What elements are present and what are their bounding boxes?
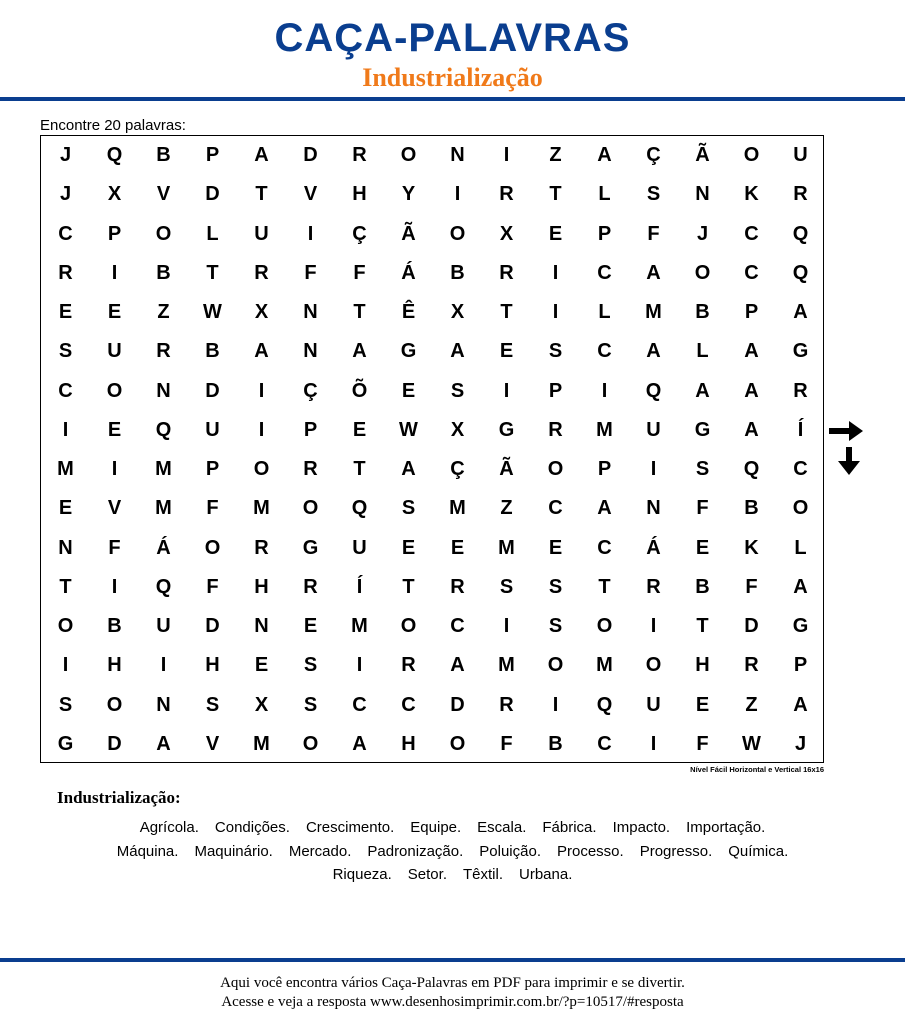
grid-cell: I xyxy=(503,144,510,167)
grid-cell: O xyxy=(694,261,711,284)
grid-cell: S xyxy=(548,575,563,598)
footer xyxy=(0,974,905,1012)
grid-cell: S xyxy=(401,497,416,520)
grid-cell: Q xyxy=(155,418,172,441)
grid-cell: Ç xyxy=(303,379,318,402)
grid-cell: A xyxy=(646,340,661,363)
grid-cell: P xyxy=(107,222,122,245)
grid-cell: O xyxy=(155,222,172,245)
grid-cell: Z xyxy=(500,497,513,520)
grid-cell: V xyxy=(107,497,122,520)
grid-cell: F xyxy=(647,222,660,245)
grid-cell: H xyxy=(352,183,367,206)
grid-cell: O xyxy=(400,615,417,638)
word-list-item: Escala. xyxy=(477,819,527,836)
word-list-item: Riqueza. xyxy=(332,866,392,883)
arrow-right-icon xyxy=(829,421,863,441)
grid-cell: S xyxy=(205,693,220,716)
grid-cell: K xyxy=(744,183,759,206)
grid-cell: I xyxy=(111,261,118,284)
grid-cell: T xyxy=(500,301,513,324)
grid-cell: U xyxy=(646,693,661,716)
grid-cell: A xyxy=(450,654,465,677)
grid-cell: A xyxy=(254,144,269,167)
grid-cell: I xyxy=(552,693,559,716)
grid-cell: H xyxy=(401,732,416,755)
grid-cell: O xyxy=(302,732,319,755)
word-list-item: Condições. xyxy=(214,819,290,836)
grid-cell: D xyxy=(744,615,759,638)
grid-cell: I xyxy=(62,654,69,677)
grid-cell: C xyxy=(744,222,759,245)
word-list-line xyxy=(0,863,905,887)
grid-cell: B xyxy=(695,301,710,324)
grid-cell: O xyxy=(449,222,466,245)
grid-cell: Z xyxy=(157,301,170,324)
grid-cell: B xyxy=(450,261,465,284)
grid-cell: C xyxy=(548,497,563,520)
grid-cell: O xyxy=(743,144,760,167)
grid-cell: W xyxy=(742,732,761,755)
grid-cell: D xyxy=(450,693,465,716)
grid-cell: N xyxy=(695,183,710,206)
word-list-title: Industrialização: xyxy=(57,788,181,807)
grid-cell: G xyxy=(498,418,515,441)
grid-cell: E xyxy=(695,693,710,716)
word-list-item: Processo. xyxy=(557,842,624,860)
grid-cell: Í xyxy=(356,575,363,598)
word-list xyxy=(0,816,905,887)
grid-cell: R xyxy=(254,261,269,284)
grid-cell: S xyxy=(548,340,563,363)
grid-cell: S xyxy=(58,340,73,363)
grid-cell: O xyxy=(302,497,319,520)
grid-cell: S xyxy=(303,654,318,677)
word-list-item: Química. xyxy=(728,842,789,860)
grid-cell: X xyxy=(254,301,269,324)
grid-cell: X xyxy=(254,693,269,716)
grid-cell: T xyxy=(59,575,72,598)
grid-cell: O xyxy=(547,458,564,481)
grid-cell: H xyxy=(695,654,710,677)
grid-cell: E xyxy=(499,340,514,363)
grid-cell: Q xyxy=(106,144,123,167)
grid-cell: E xyxy=(58,301,73,324)
grid-cell: N xyxy=(303,340,318,363)
grid-cell: L xyxy=(794,536,807,559)
grid-cell: Q xyxy=(596,693,613,716)
grid-cell: O xyxy=(253,458,270,481)
grid-cell: A xyxy=(793,693,808,716)
grid-cell: I xyxy=(601,379,608,402)
word-list-item: Mercado. xyxy=(288,842,352,860)
grid-cell: E xyxy=(58,497,73,520)
grid-cell: O xyxy=(106,379,123,402)
grid-cell: M xyxy=(155,458,172,481)
grid-cell: R xyxy=(156,340,171,363)
grid-cell: R xyxy=(352,144,367,167)
grid-cell: G xyxy=(302,536,319,559)
grid-cell: A xyxy=(401,458,416,481)
grid-cell: A xyxy=(597,497,612,520)
grid-cell: D xyxy=(303,144,318,167)
grid-cell: B xyxy=(695,575,710,598)
footer-line-1: Aqui você encontra vários Caça-Palavras em PDF para imprimir e se divertir. xyxy=(220,975,685,991)
grid-cell: H xyxy=(254,575,269,598)
page-title: CAÇA-PALAVRAS xyxy=(274,16,631,60)
grid-cell: W xyxy=(399,418,418,441)
grid-cell: Z xyxy=(549,144,562,167)
grid-cell: I xyxy=(650,458,657,481)
grid-cell: S xyxy=(499,575,514,598)
grid-cell: F xyxy=(206,497,219,520)
grid-cell: E xyxy=(401,379,416,402)
grid-cell: S xyxy=(695,458,710,481)
grid-cell: P xyxy=(793,654,808,677)
grid-cell: E xyxy=(548,536,563,559)
grid-cell: Z xyxy=(745,693,758,716)
grid-cell: D xyxy=(107,732,122,755)
grid-cell: M xyxy=(596,418,613,441)
grid-cell: M xyxy=(253,497,270,520)
grid-cell: C xyxy=(597,340,612,363)
grid-cell: N xyxy=(450,144,465,167)
grid-cell: T xyxy=(598,575,611,598)
grid-cell: R xyxy=(499,693,514,716)
page-subtitle: Industrialização xyxy=(362,63,543,92)
grid-cell: W xyxy=(203,301,222,324)
grid-cell: E xyxy=(695,536,710,559)
grid-cell: Q xyxy=(645,379,662,402)
grid-cell: S xyxy=(303,693,318,716)
grid-cell: U xyxy=(646,418,661,441)
grid-cell: N xyxy=(156,379,171,402)
grid-cell: J xyxy=(59,183,72,206)
word-list-item: Urbana. xyxy=(519,866,573,883)
word-list-line xyxy=(0,840,905,864)
grid-cell: J xyxy=(794,732,807,755)
grid-cell: T xyxy=(353,458,366,481)
grid-cell: M xyxy=(449,497,466,520)
grid-cell: I xyxy=(503,379,510,402)
grid-cell: F xyxy=(696,497,709,520)
word-list-line xyxy=(0,816,905,840)
grid-cell: X xyxy=(499,222,514,245)
grid-cell: P xyxy=(597,458,612,481)
grid-cell: A xyxy=(695,379,710,402)
grid-cell: E xyxy=(352,418,367,441)
grid-cell: E xyxy=(254,654,269,677)
grid-cell: I xyxy=(307,222,314,245)
grid-cell: B xyxy=(156,261,171,284)
word-list-item: Progresso. xyxy=(639,842,713,860)
grid-cell: Á xyxy=(646,536,661,559)
grid-cell: O xyxy=(596,615,613,638)
grid-cell: Á xyxy=(401,261,416,284)
grid-cell: N xyxy=(156,693,171,716)
grid-cell: S xyxy=(548,615,563,638)
grid-cell: I xyxy=(160,654,167,677)
grid-cell: A xyxy=(744,379,759,402)
grid-cell: T xyxy=(402,575,415,598)
grid-cell: C xyxy=(597,732,612,755)
grid-cell: V xyxy=(156,183,171,206)
grid-cell: R xyxy=(793,379,808,402)
grid-cell: Q xyxy=(792,222,809,245)
grid-cell: I xyxy=(454,183,461,206)
word-list-item: Equipe. xyxy=(410,819,462,836)
grid-cell: I xyxy=(111,575,118,598)
grid-cell: R xyxy=(548,418,563,441)
grid-cell: I xyxy=(356,654,363,677)
grid-cell: Ã xyxy=(499,458,514,481)
grid-cell: O xyxy=(645,654,662,677)
grid-cell: S xyxy=(450,379,465,402)
grid-cell: R xyxy=(303,575,318,598)
grid-cell: V xyxy=(303,183,318,206)
grid-cell: D xyxy=(205,379,220,402)
word-list-item: Maquinário. xyxy=(194,842,273,860)
word-list-item: Padronização. xyxy=(367,842,464,860)
grid-cell: B xyxy=(156,144,171,167)
grid-cell: Á xyxy=(156,536,171,559)
grid-cell: O xyxy=(792,497,809,520)
grid-cell: I xyxy=(111,458,118,481)
grid-cell: E xyxy=(303,615,318,638)
grid-cell: E xyxy=(548,222,563,245)
grid-cell: L xyxy=(696,340,709,363)
grid-cell: Q xyxy=(155,575,172,598)
grid-cell: G xyxy=(400,340,417,363)
grid-cell: C xyxy=(401,693,416,716)
grid-cell: Ê xyxy=(401,301,416,324)
grid-cell: I xyxy=(503,615,510,638)
grid-cell: U xyxy=(254,222,269,245)
footer-line-2: Acesse e veja a resposta www.desenhosimprimir.com.br/?p=10517/#resposta xyxy=(221,994,684,1010)
grid-cell: F xyxy=(206,575,219,598)
grid-cell: N xyxy=(646,497,661,520)
grid-cell: R xyxy=(303,458,318,481)
grid-cell: I xyxy=(552,301,559,324)
grid-cell: D xyxy=(205,615,220,638)
word-list-item: Fábrica. xyxy=(542,819,597,836)
grid-cell: V xyxy=(205,732,220,755)
grid-cell: A xyxy=(254,340,269,363)
grid-cell: A xyxy=(793,575,808,598)
level-note: Nível Fácil Horizontal e Vertical 16x16 xyxy=(690,765,824,774)
grid-cell: R xyxy=(646,575,661,598)
grid-cell: U xyxy=(352,536,367,559)
grid-cell: C xyxy=(597,261,612,284)
grid-cell: Ç xyxy=(450,458,465,481)
grid-cell: C xyxy=(450,615,465,638)
instructions-text: Encontre 20 palavras: xyxy=(40,117,186,134)
grid-cell: X xyxy=(450,301,465,324)
word-list-item: Poluição. xyxy=(479,842,541,860)
word-list-item: Crescimento. xyxy=(305,819,395,836)
grid-cell: R xyxy=(254,536,269,559)
grid-cell: T xyxy=(549,183,562,206)
grid-cell: P xyxy=(548,379,563,402)
grid-cell: H xyxy=(205,654,220,677)
grid-cell: G xyxy=(694,418,711,441)
grid-cell: O xyxy=(400,144,417,167)
grid-cell: I xyxy=(62,418,69,441)
grid-cell: X xyxy=(107,183,122,206)
grid-cell: R xyxy=(499,261,514,284)
grid-cell: L xyxy=(598,301,611,324)
grid-cell: P xyxy=(597,222,612,245)
grid-cell: Y xyxy=(401,183,416,206)
grid-cell: I xyxy=(258,379,265,402)
grid-cell: U xyxy=(156,615,171,638)
grid-cell: P xyxy=(303,418,318,441)
grid-cell: U xyxy=(107,340,122,363)
grid-cell: C xyxy=(58,222,73,245)
grid-cell: T xyxy=(206,261,219,284)
grid-cell: O xyxy=(204,536,221,559)
grid-cell: R xyxy=(58,261,73,284)
grid-cell: C xyxy=(58,379,73,402)
grid-cell: Q xyxy=(743,458,760,481)
grid-cell: O xyxy=(449,732,466,755)
grid-cell: Ã xyxy=(695,144,710,167)
grid-cell: R xyxy=(401,654,416,677)
grid-cell: T xyxy=(255,183,268,206)
grid-cell: E xyxy=(450,536,465,559)
grid-cell: P xyxy=(205,144,220,167)
grid-cell: N xyxy=(254,615,269,638)
grid-cell: A xyxy=(646,261,661,284)
grid-cell: O xyxy=(547,654,564,677)
grid-cell: B xyxy=(744,497,759,520)
grid-cell: O xyxy=(57,615,74,638)
grid-cell: R xyxy=(450,575,465,598)
grid-cell: N xyxy=(58,536,73,559)
word-list-item: Agrícola. xyxy=(139,819,199,836)
grid-cell: G xyxy=(792,340,809,363)
grid-cell: L xyxy=(206,222,219,245)
grid-cell: R xyxy=(744,654,759,677)
grid-cell: E xyxy=(107,418,122,441)
grid-cell: I xyxy=(552,261,559,284)
grid-cell: F xyxy=(353,261,366,284)
grid-cell: F xyxy=(108,536,121,559)
grid-cell: Ç xyxy=(352,222,367,245)
grid-cell: A xyxy=(793,301,808,324)
grid-cell: B xyxy=(548,732,563,755)
grid-cell: A xyxy=(156,732,171,755)
grid-cell: D xyxy=(205,183,220,206)
grid-cell: M xyxy=(57,458,74,481)
grid-cell: M xyxy=(645,301,662,324)
grid-cell: A xyxy=(352,340,367,363)
grid-cell: M xyxy=(498,536,515,559)
grid-cell: M xyxy=(155,497,172,520)
word-list-item: Importação. xyxy=(686,819,766,836)
grid-cell: M xyxy=(351,615,368,638)
grid-cell: P xyxy=(205,458,220,481)
grid-cell: C xyxy=(597,536,612,559)
grid-cell: I xyxy=(258,418,265,441)
grid-cell: G xyxy=(57,732,74,755)
word-list-item: Têxtil. xyxy=(463,866,504,883)
grid-cell: Ç xyxy=(646,144,661,167)
grid-cell: I xyxy=(650,615,657,638)
grid-cell: K xyxy=(744,536,759,559)
grid-cell: M xyxy=(253,732,270,755)
grid-cell: F xyxy=(745,575,758,598)
grid-cell: N xyxy=(303,301,318,324)
grid-cell: Q xyxy=(792,261,809,284)
grid-cell: A xyxy=(352,732,367,755)
grid-cell: A xyxy=(744,340,759,363)
grid-cell: R xyxy=(793,183,808,206)
grid-cell: R xyxy=(499,183,514,206)
word-list-item: Impacto. xyxy=(612,819,671,836)
grid-cell: H xyxy=(107,654,122,677)
grid-cell: Õ xyxy=(351,379,368,402)
grid-cell: E xyxy=(107,301,122,324)
grid-cell: M xyxy=(498,654,515,677)
grid-cell: J xyxy=(59,144,72,167)
word-list-item: Máquina. xyxy=(116,842,179,860)
grid-cell: J xyxy=(696,222,709,245)
grid-cell: T xyxy=(353,301,366,324)
grid-cell: Ã xyxy=(401,222,416,245)
grid-cell: C xyxy=(352,693,367,716)
bottom-divider xyxy=(0,958,905,962)
grid-cell: S xyxy=(58,693,73,716)
grid-cell: E xyxy=(401,536,416,559)
grid-cell: F xyxy=(696,732,709,755)
grid-cell: F xyxy=(304,261,317,284)
grid-cell: M xyxy=(596,654,613,677)
grid-cell: B xyxy=(107,615,122,638)
grid-cell: C xyxy=(793,458,808,481)
grid-cell: F xyxy=(500,732,513,755)
grid-cell: A xyxy=(597,144,612,167)
grid-cell: S xyxy=(646,183,661,206)
grid-cell: L xyxy=(598,183,611,206)
grid-cell: A xyxy=(450,340,465,363)
grid-cell: O xyxy=(106,693,123,716)
letter-grid xyxy=(41,136,825,764)
grid-cell: U xyxy=(205,418,220,441)
word-list-item: Setor. xyxy=(407,866,447,883)
grid-cell: I xyxy=(650,732,657,755)
grid-cell: Q xyxy=(351,497,368,520)
grid-cell: T xyxy=(696,615,709,638)
grid-cell: Í xyxy=(797,418,804,441)
grid-cell: A xyxy=(744,418,759,441)
top-divider xyxy=(0,97,905,101)
grid-cell: X xyxy=(450,418,465,441)
grid-cell: U xyxy=(793,144,808,167)
grid-cell: G xyxy=(792,615,809,638)
grid-cell: P xyxy=(744,301,759,324)
grid-cell: B xyxy=(205,340,220,363)
arrow-down-icon xyxy=(838,447,860,475)
grid-cell: C xyxy=(744,261,759,284)
